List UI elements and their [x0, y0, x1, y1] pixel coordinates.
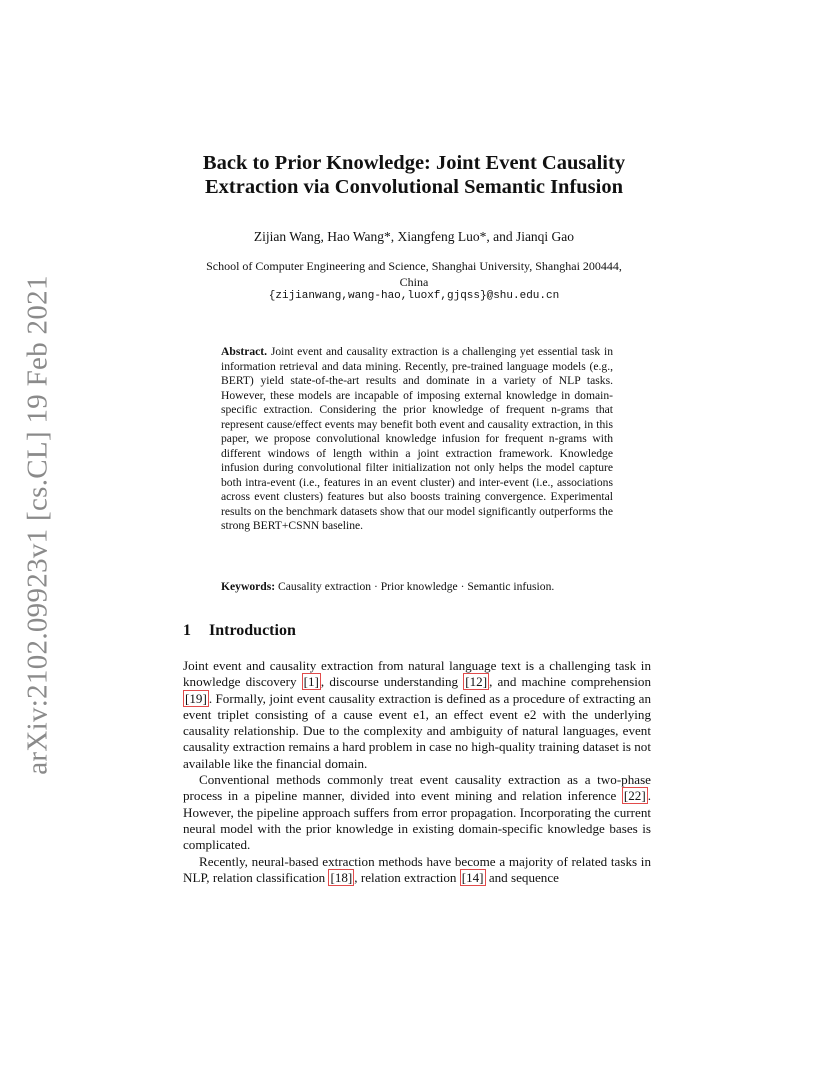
abstract-text: Joint event and causality extraction is a challenging yet essential task in information retrieval and data mining. Recently, pre-trained language models (e.g., BERT) yield state-of-the-art results and dominate in a variety of NLP tasks. However, these models are incapable of imposing external knowledge in domain-specific extraction. Considering the prior knowledge of frequent n-grams that represent cause/effect events may benefit both event and causality extraction, in this paper, we propose convolutional knowledge infusion for frequent n-grams with different windows of length within a joint extraction framework. Knowledge infusion during convolutional filter initialization not only helps the model capture both intra-event (i.e., features in an event cluster) and inter-event (i.e., associations across event clusters) features but also boosts training convergence. Experimental results on the benchmark datasets show that our model significantly outperforms the strong BERT+CSNN baseline. — [221, 345, 613, 532]
text-run: . Formally, joint event causality extraction is defined as a procedure of extracting an event triplet consisting of a cause event e1, an effect event e2 with the underlying causality relationship. Due to the complexity and ambiguity of natural languages, event causality extraction remains a hard problem in case no high-quality training dataset is not available like the financial domain. — [183, 690, 651, 771]
citation-link[interactable]: [19] — [185, 690, 207, 706]
text-run: and sequence — [485, 869, 559, 885]
keywords-label: Keywords: — [221, 580, 276, 593]
citation-link[interactable]: [22] — [623, 788, 646, 804]
section-number: 1 — [183, 622, 191, 639]
text-run: , and machine comprehension — [489, 674, 652, 690]
title-line-1: Back to Prior Knowledge: Joint Event Causality — [202, 152, 626, 174]
text-run: Recently, neural-based extraction methods have become a majority of related tasks in NLP, relation classification — [183, 853, 651, 885]
citation-link[interactable]: [1] — [303, 674, 319, 690]
paragraph — [183, 854, 651, 887]
paper-title — [150, 151, 678, 199]
paragraph — [183, 658, 651, 772]
text-run: . However, the pipeline approach suffers from error propagation. Incorporating the current neural model with the prior knowledge in existing domain-specific knowledge bases is complicated. — [183, 788, 651, 853]
title-line-2: Extraction via Convolutional Semantic Infusion — [204, 176, 624, 198]
text-run: , relation extraction — [354, 869, 460, 885]
abstract — [221, 345, 613, 534]
citation-link[interactable]: [14] — [461, 869, 484, 885]
text-run: Joint event and causality extraction from natural language text is a challenging task in knowledge discovery — [183, 658, 651, 690]
affiliation — [150, 258, 678, 290]
citation-link[interactable]: [12] — [465, 674, 488, 690]
keywords-text: Causality extraction · Prior knowledge · Semantic infusion. — [278, 580, 555, 593]
abstract-label: Abstract. — [221, 345, 268, 358]
section-title: Introduction — [209, 622, 296, 639]
affiliation-line-2: China — [399, 275, 429, 289]
arxiv-identifier: arXiv:2102.09923v1 [cs.CL] 19 Feb 2021 — [21, 275, 54, 775]
text-run: Conventional methods commonly treat event causality extraction as a two-phase process in a pipeline manner, divided into event mining and relation inference — [183, 772, 651, 804]
section-heading — [183, 622, 296, 640]
author-emails: {zijianwang,wang-hao,luoxf,gjqss}@shu.edu.cn — [268, 290, 560, 302]
text-run: , discourse understanding — [320, 674, 464, 690]
citation-link[interactable]: [18] — [330, 869, 353, 885]
author-list: Zijian Wang, Hao Wang*, Xiangfeng Luo*, and Jianqi Gao — [253, 229, 575, 244]
section-body — [183, 658, 651, 886]
keywords — [221, 580, 621, 593]
arxiv-margin-stamp — [18, 275, 58, 775]
affiliation-line-1: School of Computer Engineering and Science, Shanghai University, Shanghai 200444, — [206, 259, 622, 273]
paragraph — [183, 772, 651, 853]
